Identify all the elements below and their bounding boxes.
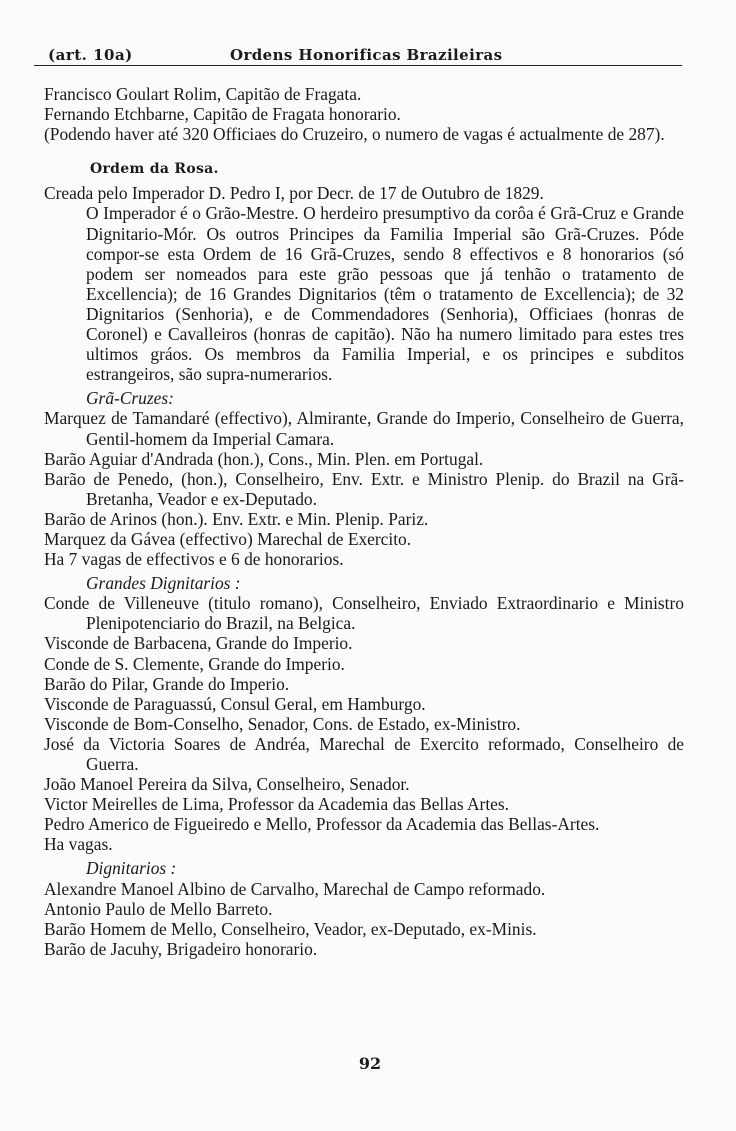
list-item: Visconde de Paraguassú, Consul Geral, em Hamburgo. xyxy=(44,693,426,714)
list-item: Victor Meirelles de Lima, Professor da Academia das Bellas Artes. xyxy=(44,794,509,815)
list-item: Barão Homem de Mello, Conselheiro, Veador, ex-Deputado, ex-Minis. xyxy=(44,918,537,939)
list-item: Ha vagas. xyxy=(44,834,113,855)
article-reference: (art. 10a) xyxy=(48,46,133,64)
list-item: Barão de Penedo, (hon.), Conselheiro, Env. Extr. e Ministro Plenip. do Brazil na Grã-Bretanha, Veador e ex-Deputado. xyxy=(44,468,684,509)
list-item: Barão de Jacuhy, Brigadeiro honorario. xyxy=(44,938,318,959)
list-item: (Podendo haver até 320 Officiaes do Cruzeiro, o numero de vagas é actualmente de 287). xyxy=(44,124,665,145)
list-item: Visconde de Barbacena, Grande do Imperio. xyxy=(44,633,353,654)
subsection-heading: Grã-Cruzes: xyxy=(86,388,174,409)
list-item: Marquez de Tamandaré (effectivo), Almirante, Grande do Imperio, Conselheiro de Guerra, Gentil-homem da Imperial Camara. xyxy=(44,408,684,449)
list-item: João Manoel Pereira da Silva, Conselheiro, Senador. xyxy=(44,774,410,795)
order-founding: Creada pelo Imperador D. Pedro I, por Decr. de 17 de Outubro de 1829. xyxy=(44,183,544,204)
subsection-heading: Grandes Dignitarios : xyxy=(86,573,241,594)
subsection-heading: Dignitarios : xyxy=(86,858,177,879)
list-item: Ha 7 vagas de effectivos e 6 de honorarios. xyxy=(44,549,344,570)
running-title: Ordens Honorificas Brazileiras xyxy=(230,46,503,64)
page-number: 92 xyxy=(358,1054,382,1073)
list-item: Barão do Pilar, Grande do Imperio. xyxy=(44,673,290,694)
list-item: Alexandre Manoel Albino de Carvalho, Marechal de Campo reformado. xyxy=(44,878,546,899)
list-item: Francisco Goulart Rolim, Capitão de Fragata. xyxy=(44,84,362,104)
list-item: Fernando Etchbarne, Capitão de Fragata honorario. xyxy=(44,104,401,125)
list-item: Barão Aguiar d'Andrada (hon.), Cons., Min. Plen. em Portugal. xyxy=(44,448,484,469)
list-item: Conde de S. Clemente, Grande do Imperio. xyxy=(44,653,345,674)
header-rule xyxy=(34,65,682,66)
list-item: Marquez da Gávea (effectivo) Marechal de Exercito. xyxy=(44,528,412,549)
section-title: Ordem da Rosa. xyxy=(90,161,219,178)
list-item: Visconde de Bom-Conselho, Senador, Cons. de Estado, ex-Ministro. xyxy=(44,713,521,734)
order-description: O Imperador é o Grão-Mestre. O herdeiro presumptivo da corôa é Grã-Cruz e Grande Dignitario-Mór. Os outros Principes da Familia Imperial são Grã-Cruzes. Póde compor-se esta Ordem de 16 Grã-Cruzes, sendo 8 effectivos e 8 honorarios (só podem ser nomeados para este grão pessoas que já tenhão o tratamento de Excellencia); de 16 Grandes Dignitarios (têm o tratamento de Excellencia); de 32 Dignitarios (Senhoria), e de Commendadores (Senhoria), Officiaes (honras de Coronel) e Cavalleiros (honras de capitão). Não ha numero limitado para estes tres ultimos gráos. Os membros da Familia Imperial, e os principes e subditos estrangeiros, são supra-numerarios. xyxy=(86,203,684,385)
list-item: Barão de Arinos (hon.). Env. Extr. e Min. Plenip. Pariz. xyxy=(44,508,429,529)
list-item: Antonio Paulo de Mello Barreto. xyxy=(44,898,273,919)
list-item: José da Victoria Soares de Andréa, Marechal de Exercito reformado, Conselheiro de Guerra. xyxy=(44,733,684,774)
list-item: Conde de Villeneuve (titulo romano), Conselheiro, Enviado Extraordinario e Ministro Plenipotenciario do Brazil, na Belgica. xyxy=(44,593,684,634)
list-item: Pedro Americo de Figueiredo e Mello, Professor da Academia das Bellas-Artes. xyxy=(44,814,600,835)
page-body xyxy=(44,84,684,959)
page-header xyxy=(34,46,682,68)
